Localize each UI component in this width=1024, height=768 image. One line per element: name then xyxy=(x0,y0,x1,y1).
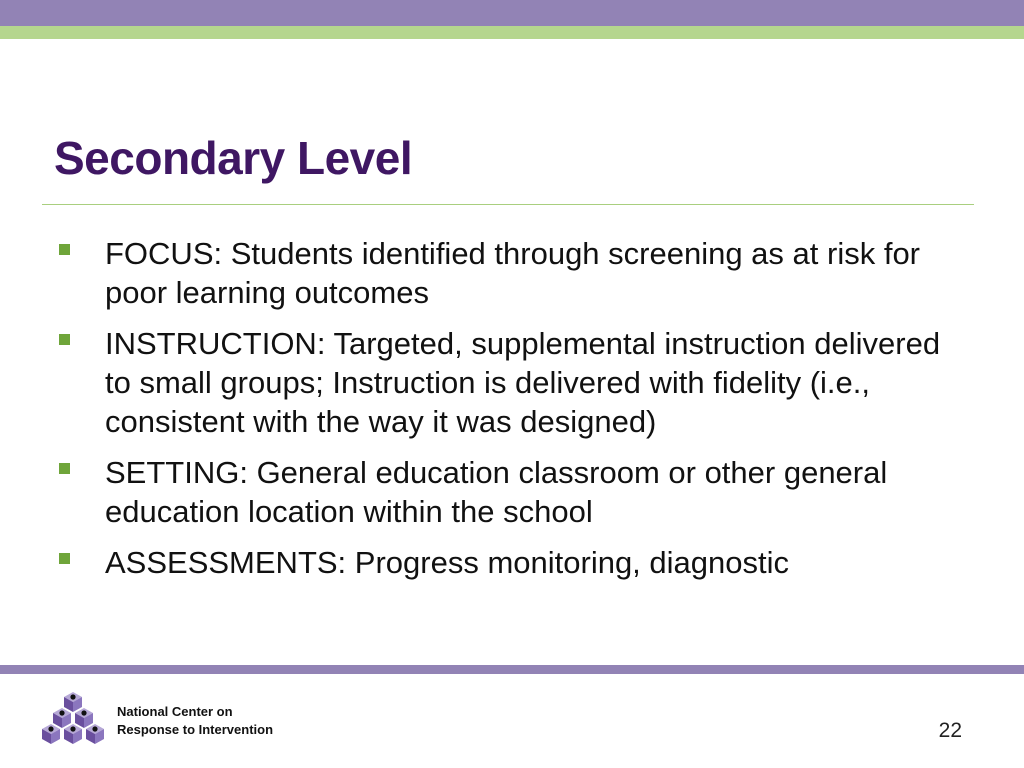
org-name-line1: National Center on xyxy=(117,704,233,719)
bullet-text: ASSESSMENTS: Progress monitoring, diagnostic xyxy=(105,545,789,580)
footer-purple-band xyxy=(0,665,1024,674)
bullet-text: INSTRUCTION: Targeted, supplemental instruction delivered to small groups; Instruction is delivered with fidelity (i.e., consistent with the way it was designed) xyxy=(105,326,941,439)
bullet-text: FOCUS: Students identified through screening as at risk for poor learning outcomes xyxy=(105,236,921,310)
page-number: 22 xyxy=(938,719,962,742)
bullet-list xyxy=(58,234,958,594)
bullet-item xyxy=(58,234,958,312)
header-purple-band xyxy=(0,0,1024,26)
bullet-item xyxy=(58,543,958,582)
square-bullet-icon xyxy=(59,334,70,345)
stacked-cubes-logo-icon xyxy=(38,688,108,754)
bullet-text: SETTING: General education classroom or other general education location within the school xyxy=(105,455,888,529)
header-green-band xyxy=(0,26,1024,39)
title-divider xyxy=(42,204,974,205)
org-name-line2: Response to Intervention xyxy=(117,722,274,737)
square-bullet-icon xyxy=(59,553,70,564)
square-bullet-icon xyxy=(59,244,70,255)
organization-name xyxy=(117,703,273,739)
bullet-item xyxy=(58,453,958,531)
bullet-item xyxy=(58,324,958,441)
slide-title: Secondary Level xyxy=(54,132,413,184)
square-bullet-icon xyxy=(59,463,70,474)
